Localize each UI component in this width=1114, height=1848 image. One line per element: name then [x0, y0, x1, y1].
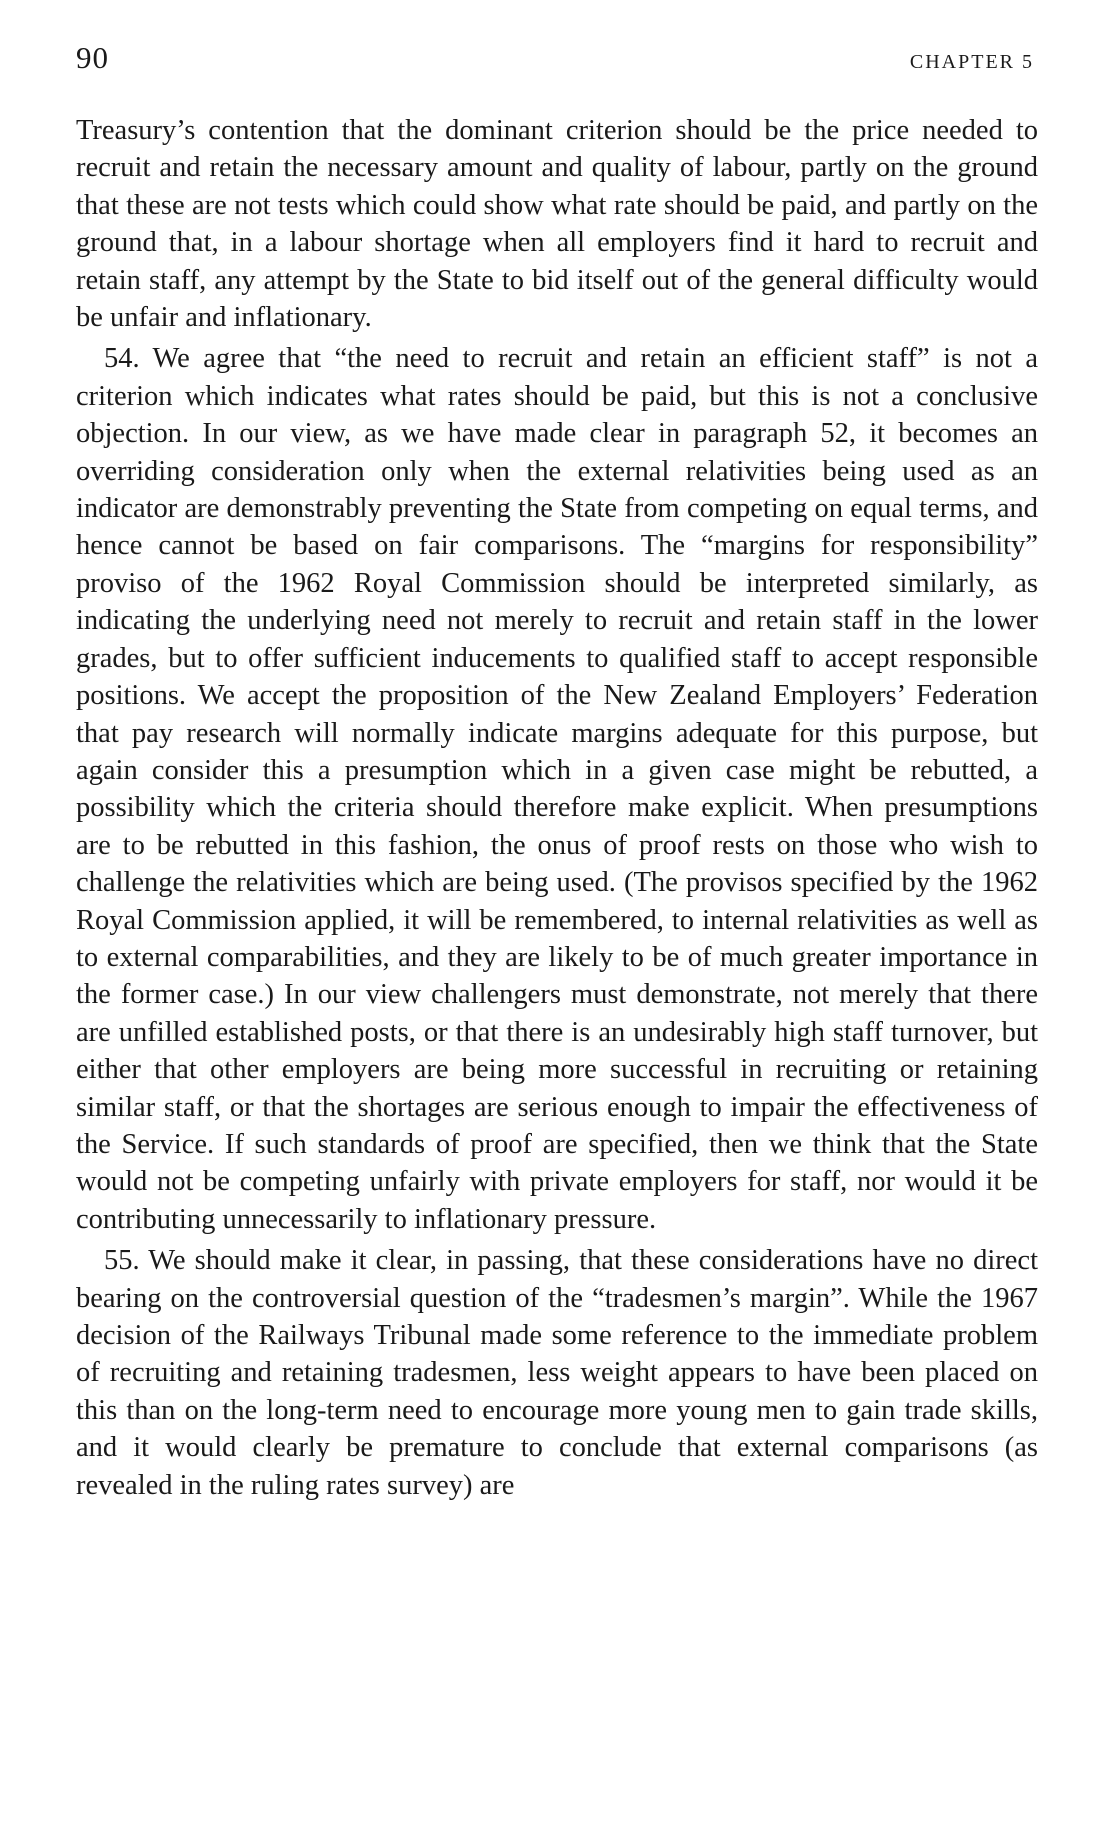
- document-page: [76, 40, 1038, 1504]
- body-text: [76, 112, 1038, 1504]
- paragraph-54: 54. We agree that “the need to recruit and retain an efficient staff” is not a criterion which indicates what rates should be paid, but this is not a conclusive objection. In our view, as we have made clear in paragraph 52, it becomes an overriding consideration only when the external relativities being used as an indicator are demonstrably preventing the State from competing on equal terms, and hence cannot be based on fair comparisons. The “margins for responsibility” proviso of the 1962 Royal Commission should be interpreted similarly, as indicating the underlying need not merely to recruit and retain staff in the lower grades, but to offer sufficient inducements to qualified staff to accept responsible positions. We accept the proposition of the New Zealand Employers’ Federation that pay research will normally indicate margins adequate for this purpose, but again consider this a presumption which in a given case might be rebutted, a possibility which the criteria should therefore make explicit. When presumptions are to be rebutted in this fashion, the onus of proof rests on those who wish to challenge the relativities which are being used. (The provisos specified by the 1962 Royal Commission applied, it will be remembered, to internal relativities as well as to external comparabilities, and they are likely to be of much greater importance in the former case.) In our view challengers must demonstrate, not merely that there are unfilled established posts, or that there is an undesirably high staff turnover, but either that other employers are being more successful in recruiting or retaining similar staff, or that the shortages are serious enough to impair the effectiveness of the Service. If such standards of proof are specified, then we think that the State would not be competing unfairly with private employers for staff, nor would it be contributing unnecessarily to inflationary pressure.: [76, 343, 1038, 1235]
- paragraph-55: 55. We should make it clear, in passing, that these considerations have no direct bearing on the controversial question of the “tradesmen’s margin”. While the 1967 decision of the Railways Tribunal made some reference to the immediate problem of recruiting and retaining tradesmen, less weight appears to have been placed on this than on the long-term need to encourage more young men to gain trade skills, and it would clearly be premature to conclude that external comparisons (as revealed in the ruling rates survey) are: [76, 1245, 1038, 1501]
- page-number: 90: [76, 40, 109, 75]
- chapter-label: CHAPTER 5: [909, 51, 1034, 73]
- running-head: [76, 40, 1038, 100]
- paragraph-continued: Treasury’s contention that the dominant criterion should be the price needed to recruit and retain the necessary amount and quality of labour, partly on the ground that these are not tests which could show what rate should be paid, and partly on the ground that, in a labour shortage when all employers find it hard to recruit and retain staff, any attempt by the State to bid itself out of the general difficulty would be unfair and inflationary.: [76, 115, 1038, 334]
